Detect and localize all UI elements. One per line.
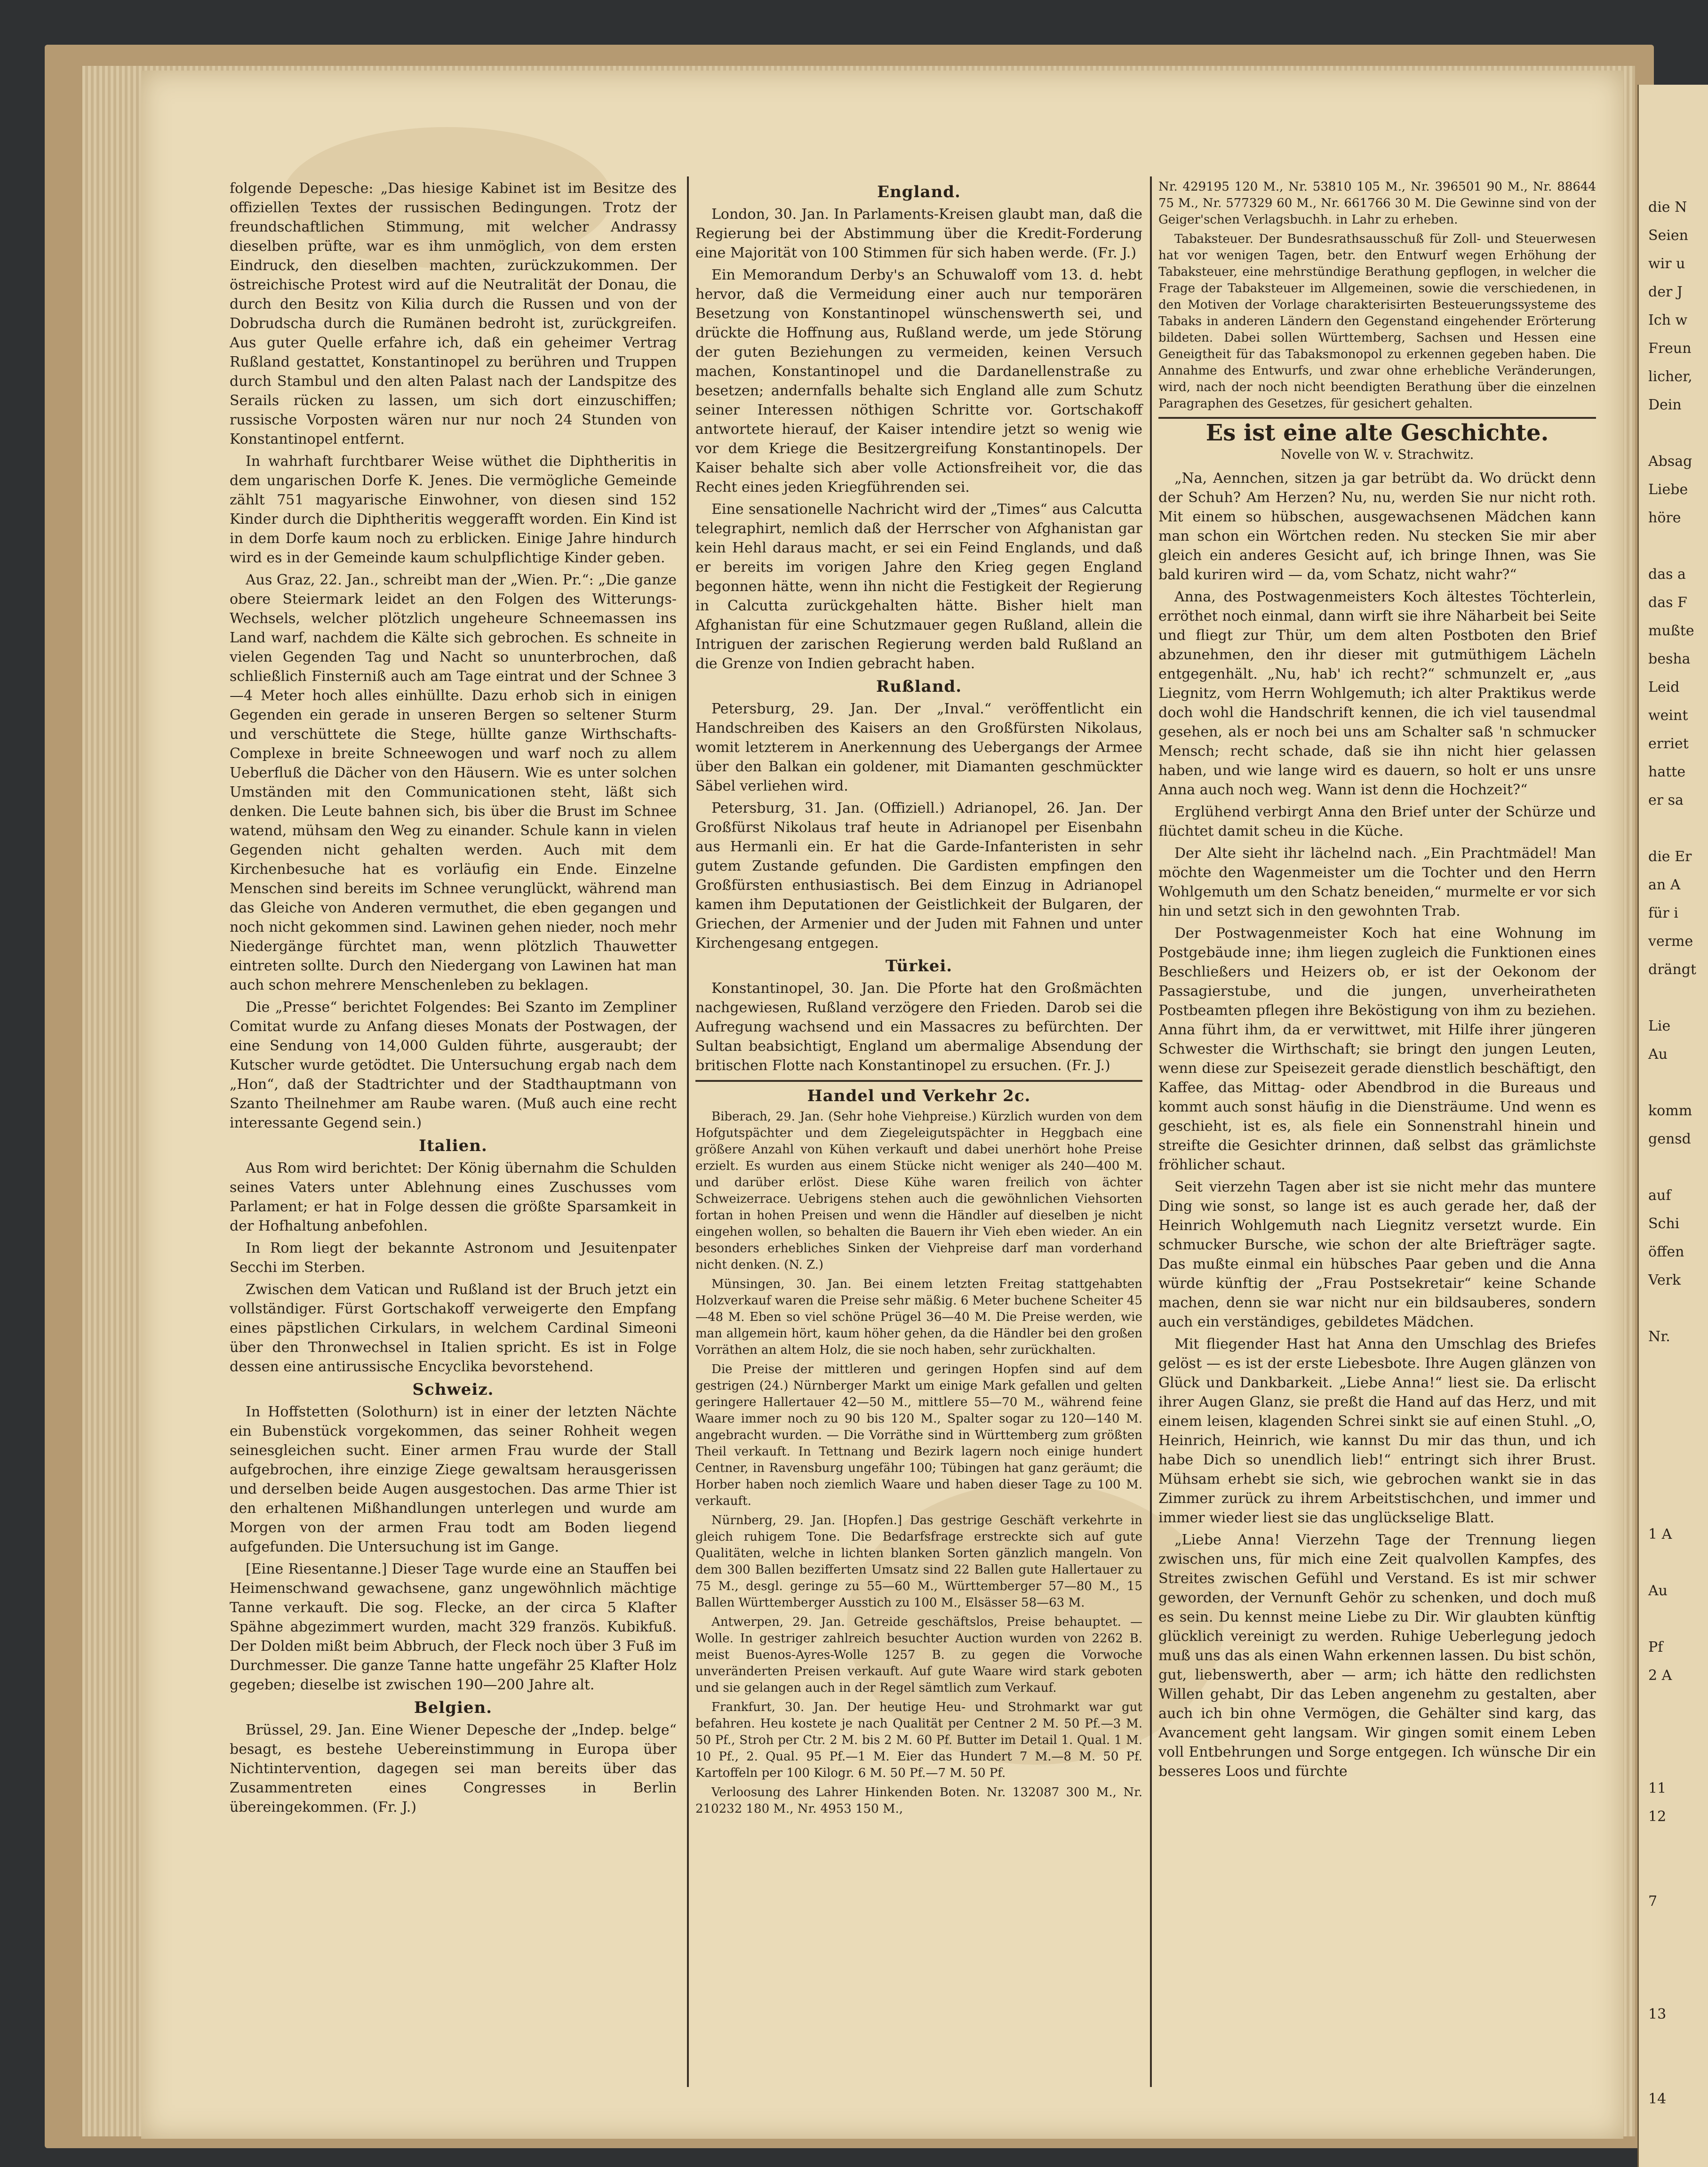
adjacent-page-line: Lie (1648, 1018, 1671, 1034)
article-paragraph: Nr. 429195 120 M., Nr. 53810 105 M., Nr. 396501 90 M., Nr. 88644 75 M., Nr. 577329 60 M., Nr. 661766 30 M. Die Gewinne sind von der Geiger'schen Verlagsbuchh. in Lahr zu erheben. (1158, 180, 1596, 227)
article-paragraph: Brüssel, 29. Jan. Eine Wiener Depesche der „Indep. belge“ besagt, es bestehe Uebereinstimmung in Europa über Nichtintervention, dagegen sei man bereits über das Zusammentreten eines Congresses in Berlin übereingekommen. (Fr. J.) (230, 1722, 677, 1815)
adjacent-page-line: besha (1648, 651, 1691, 667)
column-3 (1158, 179, 1596, 1784)
adjacent-page-line: auf (1648, 1187, 1671, 1204)
article-paragraph: In wahrhaft furchtbarer Weise wüthet die Diphtheritis in dem ungarischen Dorfe K. Jenes. Die vermögliche Gemeinde zählt 751 magyarische Einwohner, von diesen sind 152 Kinder durch die Diphtheritis weggerafft worden. Ein Kind ist in dem Dorfe kaum noch zu erblicken. Einige Jahre hindurch wird es in der Gemeinde kaum schulpflichtige Kinder geben. (230, 453, 677, 566)
article-paragraph: Konstantinopel, 30. Jan. Die Pforte hat den Großmächten nachgewiesen, Rußland verzögere den Frieden. Darob sei die Aufregung wachsend und ein Massacres zu befürchten. Der Sultan beabsichtigt, England um abermalige Absendung der britischen Flotte nach Konstantinopel zu ersuchen. (Fr. J.) (695, 980, 1142, 1074)
adjacent-page-line: Nr. (1648, 1328, 1670, 1345)
section-heading-handel: Handel und Verkehr 2c. (807, 1087, 1031, 1105)
section-heading-england: England. (877, 183, 961, 201)
adjacent-page-line: öffen (1648, 1244, 1684, 1260)
adjacent-page-line: Au (1648, 1046, 1668, 1063)
story-paragraph: Der Postwagenmeister Koch hat eine Wohnung im Postgebäude inne; ihm liegen zugleich die Funktionen eines Beschließers und Heizers ob, er ist der Oekonom der Passagierstube, und die jungen, unverheiratheten Postbeamten pflegen ihre Beköstigung von ihm zu beziehen. Anna führt ihm, da er verwittwet, mit Hilfe ihrer jüngeren Schwester die Wirthschaft; sie bringt den jungen Leuten, wenn diese zur Speisezeit gerade dienstlich beschäftigt, den Kaffee, das Mittag- oder Abendbrod in die Bureaus und kommt auch sonst häufig in die Diensträume. Und wenn es geschieht, ist es, als fiele ein Sonnenstrahl hinein und streifte die Gesichter drinnen, daß selbst das grämlichste fröhlicher schaut. (1158, 925, 1596, 1173)
article-paragraph: Petersburg, 31. Jan. (Offiziell.) Adrianopel, 26. Jan. Der Großfürst Nikolaus traf heute in Adrianopel per Eisenbahn aus Hermanli ein. Er hat die Garde-Infanteristen in sehr gutem Zustande gefunden. Die Gardisten empfingen den Großfürsten enthusiastisch. Bei dem Einzug in Adrianopel kamen ihm Deputationen der Geistlichkeit der Bulgaren, der Griechen, der Armenier und der Juden mit Fahnen und unter Kirchengesang entgegen. (695, 800, 1142, 952)
adjacent-page-line: Verk (1648, 1272, 1681, 1288)
story-paragraph: Anna, des Postwagenmeisters Koch ältestes Töchterlein, erröthet noch einmal, dann wirft sie ihre Näharbeit bei Seite und fliegt zur Thür, um dem alten Postboten den Brief abzunehmen, den ihr dieser mit gutmüthigem Lächeln entgegenhält. „Nu, hab' ich recht?“ schmunzelt er, „aus Liegnitz, vom Herrn Wohlgemuth; ich alter Praktikus werde doch wohl die Handschrift kennen, die ich viel tausendmal gesehen, als er noch bei uns am Schalter saß 'n schmucker Mensch; recht schade, daß sie ihn nicht hier gelassen haben, und wie lange wird es dauern, so holt er uns unsre Anna auch noch weg. Wann ist denn die Hochzeit?“ (1158, 589, 1596, 798)
adjacent-page-line: Au (1648, 1583, 1668, 1599)
adjacent-page-line: weint (1648, 707, 1688, 724)
adjacent-page-line: Absag (1648, 453, 1692, 470)
article-paragraph: In Hoffstetten (Solothurn) ist in einer der letzten Nächte ein Bubenstück vorgekommen, das seiner Rohheit wegen seinesgleichen sucht. Einer armen Frau wurde der Stall aufgebrochen, ihre einzige Ziege gewaltsam herausgerissen und derselben beide Augen ausgestochen. Das arme Thier ist den erhaltenen Mißhandlungen unterlegen und wurde am Morgen von der armen Frau todt am Boden liegend aufgefunden. Die Untersuchung ist im Gange. (230, 1404, 677, 1555)
adjacent-page-line: höre (1648, 510, 1681, 526)
column-1 (230, 179, 677, 1820)
adjacent-page-line: 11 (1648, 1780, 1667, 1797)
adjacent-page-line: gensd (1648, 1131, 1691, 1147)
story-paragraph: „Na, Aennchen, sitzen ja gar betrübt da. Wo drückt denn der Schuh? Am Herzen? Nu, nu, werden Sie nur nicht roth. Mit einem so hübschen, ausgewachsenen Mädchen kann man schon ein Wörtchen reden. Nu stecken Sie mir aber gleich ein anderes Gesicht auf, ich bringe Ihnen, was Sie bald kuriren wird — da, vom Schatz, nicht wahr?“ (1158, 470, 1596, 583)
adjacent-page-line: Schi (1648, 1215, 1680, 1232)
column-rule (687, 176, 689, 2087)
adjacent-page-line: die Er (1648, 848, 1692, 865)
adjacent-page-line: Pf (1648, 1639, 1663, 1655)
article-paragraph: Zwischen dem Vatican und Rußland ist der Bruch jetzt ein vollständiger. Fürst Gortschakoff verweigerte den Empfang eines päpstlichen Cirkulars, in welchem Cardinal Simeoni über den Thronwechsel in Italien spricht. Es ist in Folge dessen eine antirussische Encyclika bevorstehend. (230, 1281, 677, 1375)
adjacent-page-line: 2 A (1648, 1667, 1672, 1684)
adjacent-page-line: 1 A (1648, 1526, 1672, 1543)
adjacent-page-line: Dein (1648, 397, 1682, 413)
market-reports (695, 1109, 1142, 1817)
adjacent-page-line: der J (1648, 284, 1683, 300)
story-title: Es ist eine alte Geschichte. (1205, 420, 1549, 446)
adjacent-page-line: 14 (1648, 2091, 1667, 2107)
article-paragraph: Aus Graz, 22. Jan., schreibt man der „Wien. Pr.“: „Die ganze obere Steiermark leidet an den Folgen des Witterungs-Wechsels, welcher plötzlich ungeheure Schneemassen ins Land warf, nachdem die Kälte sich gebrochen. Es schneite in vielen Gegenden Tag und Nacht so ununterbrochen, daß schließlich Finsterniß auch am Tage eintrat und der Schnee 3—4 Meter hoch alles einhüllte. Dazu erhob sich in einigen Gegenden ein gerade in unseren Bergen so seltener Sturm und verschüttete die Stege, hüllte ganze Wirthschafts-Complexe in breite Schneewogen und warf noch zu allem Ueberfluß die Dächer von den Häusern. Wie es unter solchen Umständen mit den Communicationen steht, läßt sich denken. Die Leute bahnen sich, bis über die Brust im Schnee watend, mühsam den Weg zu einander. Schule kann in vielen Gegenden nicht gehalten werden. Auch mit dem Kirchenbesuche hat es vorläufig ein Ende. Einzelne Menschen sind bereits im Schnee verunglückt, während man das Gleiche von Anderen vermuthet, die eben gegangen und noch nicht gekommen sind. Lawinen gehen nieder, noch mehr Niedergänge fürchtet man, wenn plötzlich Thauwetter eintreten sollte. Durch den Niedergang von Lawinen hat man auch schon mehrere Menschenleben zu beklagen. (230, 572, 677, 993)
article-paragraph: Verloosung des Lahrer Hinkenden Boten. Nr. 132087 300 M., Nr. 210232 180 M., Nr. 4953 150 M., (695, 1785, 1142, 1816)
column-rule (1150, 176, 1152, 2087)
story-byline: Novelle von W. v. Strachwitz. (1280, 447, 1474, 462)
divider (695, 1080, 1142, 1082)
article-paragraph: Die „Presse“ berichtet Folgendes: Bei Szanto im Zempliner Comitat wurde zu Anfang dieses Monats der Postwagen, der eine Sendung von 14,000 Gulden führte, ausgeraubt; der Kutscher wurde getödtet. Die Untersuchung ergab nach dem „Hon“, daß der Stadtrichter und der Stadthauptmann von Szanto Theilnehmer am Raube waren. (Muß auch eine recht interessante Gegend sein.) (230, 999, 677, 1131)
adjacent-page-line: die N (1648, 199, 1687, 216)
adjacent-page-line: licher, (1648, 368, 1692, 385)
adjacent-page-line: verme (1648, 933, 1693, 950)
section-heading-schweiz: Schweiz. (412, 1380, 494, 1399)
article-paragraph: folgende Depesche: „Das hiesige Kabinet ist im Besitze des offiziellen Textes der russischen Bedingungen. Trotz der freundschaftlichen Stimmung, mit welcher Andrassy dieselben prüfte, war es ihm unmöglich, von dem ersten Eindruck, den dieselben machten, zurückzukommen. Der östreichische Protest wird auf die Neutralität der Donau, die durch den Besitz von Kilia durch die Russen und von der Dobrudscha durch die Rumänen bedroht ist, zurückgreifen. Aus guter Quelle erfahre ich, daß ein geheimer Vertrag Rußland gestattet, Konstantinopel zu berühren und Truppen durch Stambul und den alten Palast nach der Landspitze des Serails rücken zu lassen, um sich dort einzuschiffen; russische Vorposten wären nur nur noch 24 Stunden von Konstantinopel entfernt. (230, 180, 677, 448)
adjacent-page-line: Seien (1648, 227, 1688, 244)
article-paragraph: Eine sensationelle Nachricht wird der „Times“ aus Calcutta telegraphirt, nemlich daß der Herrscher von Afghanistan gar kein Hehl daraus macht, er sei ein Feind Englands, und daß er bereits im vorigen Jahre den Krieg gegen England begonnen hätte, wenn ihn nicht die Festigkeit der Regierung in Calcutta zurückgehalten hätte. Bisher hielt man Afghanistan für eine Schutzmauer gegen Rußland, allein die Intriguen der zarischen Regierung werden bald Rußland an die Grenze von Indien gebracht haben. (695, 501, 1142, 672)
article-paragraph: Die Preise der mittleren und geringen Hopfen sind auf dem gestrigen (24.) Nürnberger Markt um einige Mark gefallen und gelten geringere Hallertauer 42—50 M., mittlere 55—70 M., während feine Waare immer noch zu 90 bis 120 M., Spalter sogar zu 120—140 M. angebracht wurden. — Die Vorräthe sind in Württemberg zum größten Theil verkauft. In Tettnang und Bezirk lagern noch einige hundert Centner, in Ravensburg ungefähr 100; Tübingen hat ganz geräumt; die Horber haben noch ziemlich Waare und haben dieser Tage zu 100 M. verkauft. (695, 1362, 1142, 1508)
adjacent-page-edge (1637, 85, 1708, 2167)
column-2 (695, 179, 1142, 1820)
article-paragraph: [Eine Riesentanne.] Dieser Tage wurde eine an Stauffen bei Heimenschwand gewachsene, ganz ungewöhnlich mächtige Tanne verkauft. Die sog. Flecke, an der circa 5 Klafter Spähne abgezimmert wurden, macht 329 französ. Kubikfuß. Der Dolden mißt beim Abbruch, der Fleck noch über 3 Fuß im Durchmesser. Die ganze Tanne hatte ungefähr 25 Klafter Holz gegeben; dieselbe ist zwischen 190—200 Jahre alt. (230, 1561, 677, 1693)
article-paragraph: Ein Memorandum Derby's an Schuwaloff vom 13. d. hebt hervor, daß die Vermeidung einer auch nur temporären Besetzung von Konstantinopel wünschenswerth sei, und drückte die Hoffnung aus, Rußland werde, um jede Störung der guten Beziehungen zu vermeiden, keinen Versuch machen, Konstantinopel und die Dardanellenstraße zu besetzen; andernfalls behalte sich England alle zum Schutz seiner Interessen nöthigen Schritte vor. Gortschakoff antwortete hierauf, der Kaiser intendire jetzt so wenig wie vor dem Kriege die Besitzergreifung Konstantinopels. Der Kaiser behalte sich aber volle Actionsfreiheit vor, die das Recht eines jeden Kriegführenden sei. (695, 267, 1142, 496)
section-heading-belgien: Belgien. (414, 1698, 493, 1717)
adjacent-page-line: das F (1648, 594, 1687, 611)
section-heading-tuerkei: Türkei. (885, 957, 953, 976)
story-paragraph: Erglühend verbirgt Anna den Brief unter der Schürze und flüchtet damit scheu in die Küche. (1158, 804, 1596, 840)
story-paragraph: Der Alte sieht ihr lächelnd nach. „Ein Prachtmädel! Man möchte den Wagenmeister um die Tochter und den Herrn Wohlgemuth um den Schatz beneiden,“ murmelte er vor sich hin und setzt sich in den gewohnten Trab. (1158, 845, 1596, 920)
story-paragraph: „Liebe Anna! Vierzehn Tage der Trennung liegen zwischen uns, für mich eine Zeit qualvollen Kampfes, des Streites zwischen Gefühl und Verstand. Es ist mir schwer geworden, der Vernunft Gehör zu schenken, und doch muß es sein. Du kennst meine Liebe zu Dir. Wir glaubten künftig glücklich vereinigt zu werden. Ruhige Ueberlegung jedoch muß uns das als einen Wahn erkennen lassen. Du bist schön, gut, liebenswerth, aber — arm; ich hätte den redlichsten Willen gehabt, Dir das Leben angenehm zu gestalten, aber auch ich bin ohne Vermögen, die Gehälter sind karg, das Avancement geht langsam. Wir gingen somit einem Leben voll Entbehrungen und Sorge entgegen. Ich wünsche Dir ein besseres Loos und fürchte (1158, 1532, 1596, 1780)
adjacent-page-line: 12 (1648, 1808, 1667, 1825)
adjacent-page-line: Liebe (1648, 481, 1688, 498)
adjacent-page-line: das a (1648, 566, 1686, 583)
article-paragraph: Antwerpen, 29. Jan. Getreide geschäftslos, Preise behauptet. — Wolle. In gestriger zahlreich besuchter Auction wurden von 2262 B. meist Buenos-Ayres-Wolle 1257 B. zu gegen die Vorwoche unveränderten Preisen verkauft. Auf gute Waare wird stark geboten und sie gelangen auch in der Regel sämtlich zum Verkauf. (695, 1615, 1142, 1695)
article-paragraph: Petersburg, 29. Jan. Der „Inval.“ veröffentlicht ein Handschreiben des Kaisers an den Großfürsten Nikolaus, womit letzterem in Anerkennung des Uebergangs der Armee über den Balkan ein goldener, mit Diamanten geschmückter Säbel verliehen wird. (695, 701, 1142, 794)
adjacent-page-line: komm (1648, 1103, 1692, 1119)
divider (1158, 417, 1596, 419)
article-paragraph: London, 30. Jan. In Parlaments-Kreisen glaubt man, daß die Regierung bei der Abstimmung über die Kredit-Forderung eine Majorität von 100 Stimmen für sich haben werde. (Fr. J.) (695, 206, 1142, 261)
article-paragraph: Biberach, 29. Jan. (Sehr hohe Viehpreise.) Kürzlich wurden von dem Hofgutspächter und dem Ziegeleigutspächter in Heggbach eine größere Anzahl von Kühen verkauft und dabei unerhört hohe Preise erzielt. Es wurden aus einem Stücke nicht weniger als 240—400 M. und darüber erlöst. Diese Kühe waren freilich von ächter Schweizerrace. Uebrigens stehen auch die gewöhnlichen Viehsorten fortan in hohen Preisen und wenn die Händler auf dieselben je nicht eingehen wollen, so behalten die Bauern ihr Vieh eben wieder. An ein besonders erhebliches Sinken der Viehpreise darf man vorderhand nicht denken. (N. Z.) (695, 1110, 1142, 1272)
story-paragraph: Mit fliegender Hast hat Anna den Umschlag des Briefes gelöst — es ist der erste Liebesbote. Ihre Augen glänzen von Glück und Dankbarkeit. „Liebe Anna!“ liest sie. Da erlischt ihrer Augen Glanz, sie preßt die Hand auf das Herz, und mit einem leisen, klagenden Schrei sinkt sie auf einen Stuhl. „O, Heinrich, Heinrich, wie kannst Du mir das thun, und ich habe Dich so unendlich lieb!“ entringt sich ihrer Brust. Mühsam erhebt sie sich, wie gebrochen wankt sie in das Zimmer zurück zu ihrem Arbeitstischchen, und immer und immer wieder liest sie das unglückselige Blatt. (1158, 1336, 1596, 1526)
section-heading-italien: Italien. (419, 1136, 487, 1155)
adjacent-page-line: drängt (1648, 961, 1697, 978)
story-paragraph: Seit vierzehn Tagen aber ist sie nicht mehr das muntere Ding wie sonst, so lange ist es auch gerade her, daß der Heinrich Wohlgemuth nach Liegnitz versetzt wurde. Ein schmucker Bursche, wie schon der alte Briefträger sagte. Das mußte einmal ein hübsches Paar geben und die Anna würde künftig der „Frau Postsekretair“ keine Schande machen, denn sie war nicht nur ein bildsauberes, sondern auch ein verständiges, gebildetes Mädchen. (1158, 1179, 1596, 1330)
section-heading-russland: Rußland. (876, 677, 962, 696)
article-paragraph: Münsingen, 30. Jan. Bei einem letzten Freitag stattgehabten Holzverkauf waren die Preise sehr mäßig. 6 Meter buchene Scheiter 45—48 M. Eben so viel schöne Prügel 36—40 M. Die Preise werden, wie man allgemein hört, kaum höher gehen, da die Händler bei den großen Vorräthen an altem Holz, die sie noch haben, sehr zurückhalten. (695, 1277, 1142, 1357)
adjacent-page-line: wir u (1648, 256, 1685, 272)
article-paragraph: In Rom liegt der bekannte Astronom und Jesuitenpater Secchi im Sterben. (230, 1240, 677, 1276)
article-paragraph: Tabaksteuer. Der Bundesrathsausschuß für Zoll- und Steuerwesen hat vor wenigen Tagen, betr. den Entwurf wegen Erhöhung der Tabaksteuer, eine mehrstündige Berathung gepflogen, in welcher die Frage der Tabaksteuer im Allgemeinen, sowie die verschiedenen, in den Motiven der Vorlage charakterisirten Besteuerungssysteme des Tabaks in anderen Ländern den Gegenstand eingehender Erörterung bildeten. Dabei sollen Württemberg, Sachsen und Hessen eine Geneigtheit für das Tabaksmonopol zu erkennen gegeben haben. Die Annahme des Entwurfs, und zwar ohne erhebliche Veränderungen, wird, nach der noch nicht beendigten Berathung über die einzelnen Paragraphen des Gesetzes, für gesichert gehalten. (1158, 232, 1596, 411)
adjacent-page-line: mußte (1648, 623, 1694, 639)
adjacent-page-line: er sa (1648, 792, 1684, 808)
adjacent-page-line: an A (1648, 877, 1681, 893)
adjacent-page-line: erriet (1648, 736, 1689, 752)
adjacent-page-line: Freun (1648, 340, 1692, 357)
adjacent-page-line: 13 (1648, 2006, 1667, 2023)
adjacent-page-line: 7 (1648, 1893, 1658, 1910)
adjacent-page-line: Ich w (1648, 312, 1688, 328)
article-paragraph: Nürnberg, 29. Jan. [Hopfen.] Das gestrige Geschäft verkehrte in gleich ruhigem Tone. Die Bedarfsfrage erstreckte sich auf gute Qualitäten, welche in lichten blanken Sorten gänzlich mangeln. Von dem 300 Ballen bezifferten Umsatz sind 22 Ballen gute Hallertauer zu 75 M., desgl. geringe zu 55—60 M., Württemberger 57—80 M., 15 Ballen Württemberger Ausstich zu 100 M., Elsässer 58—63 M. (695, 1513, 1142, 1610)
adjacent-page-line: für i (1648, 905, 1678, 921)
lottery-and-tax-notes (1158, 179, 1596, 412)
article-paragraph: Aus Rom wird berichtet: Der König übernahm die Schulden seines Vaters unter Ablehnung eines Zuschusses vom Parlament; er hat in Folge dessen die größte Sparsamkeit in der Hofhaltung anbefohlen. (230, 1160, 677, 1234)
article-paragraph: Frankfurt, 30. Jan. Der heutige Heu- und Strohmarkt war gut befahren. Heu kostete je nach Qualität per Centner 2 M. 50 Pf.—3 M. 50 Pf., Stroh per Ctr. 2 M. bis 2 M. 60 Pf. Butter im Detail 1. Qual. 1 M. 10 Pf., 2. Qual. 95 Pf.—1 M. Eier das Hundert 7 M.—8 M. 50 Pf. Kartoffeln per 100 Kilogr. 6 M. 50 Pf.—7 M. 50 Pf. (695, 1700, 1142, 1780)
adjacent-page-line: hatte (1648, 764, 1686, 780)
adjacent-page-line: Leid (1648, 679, 1680, 696)
